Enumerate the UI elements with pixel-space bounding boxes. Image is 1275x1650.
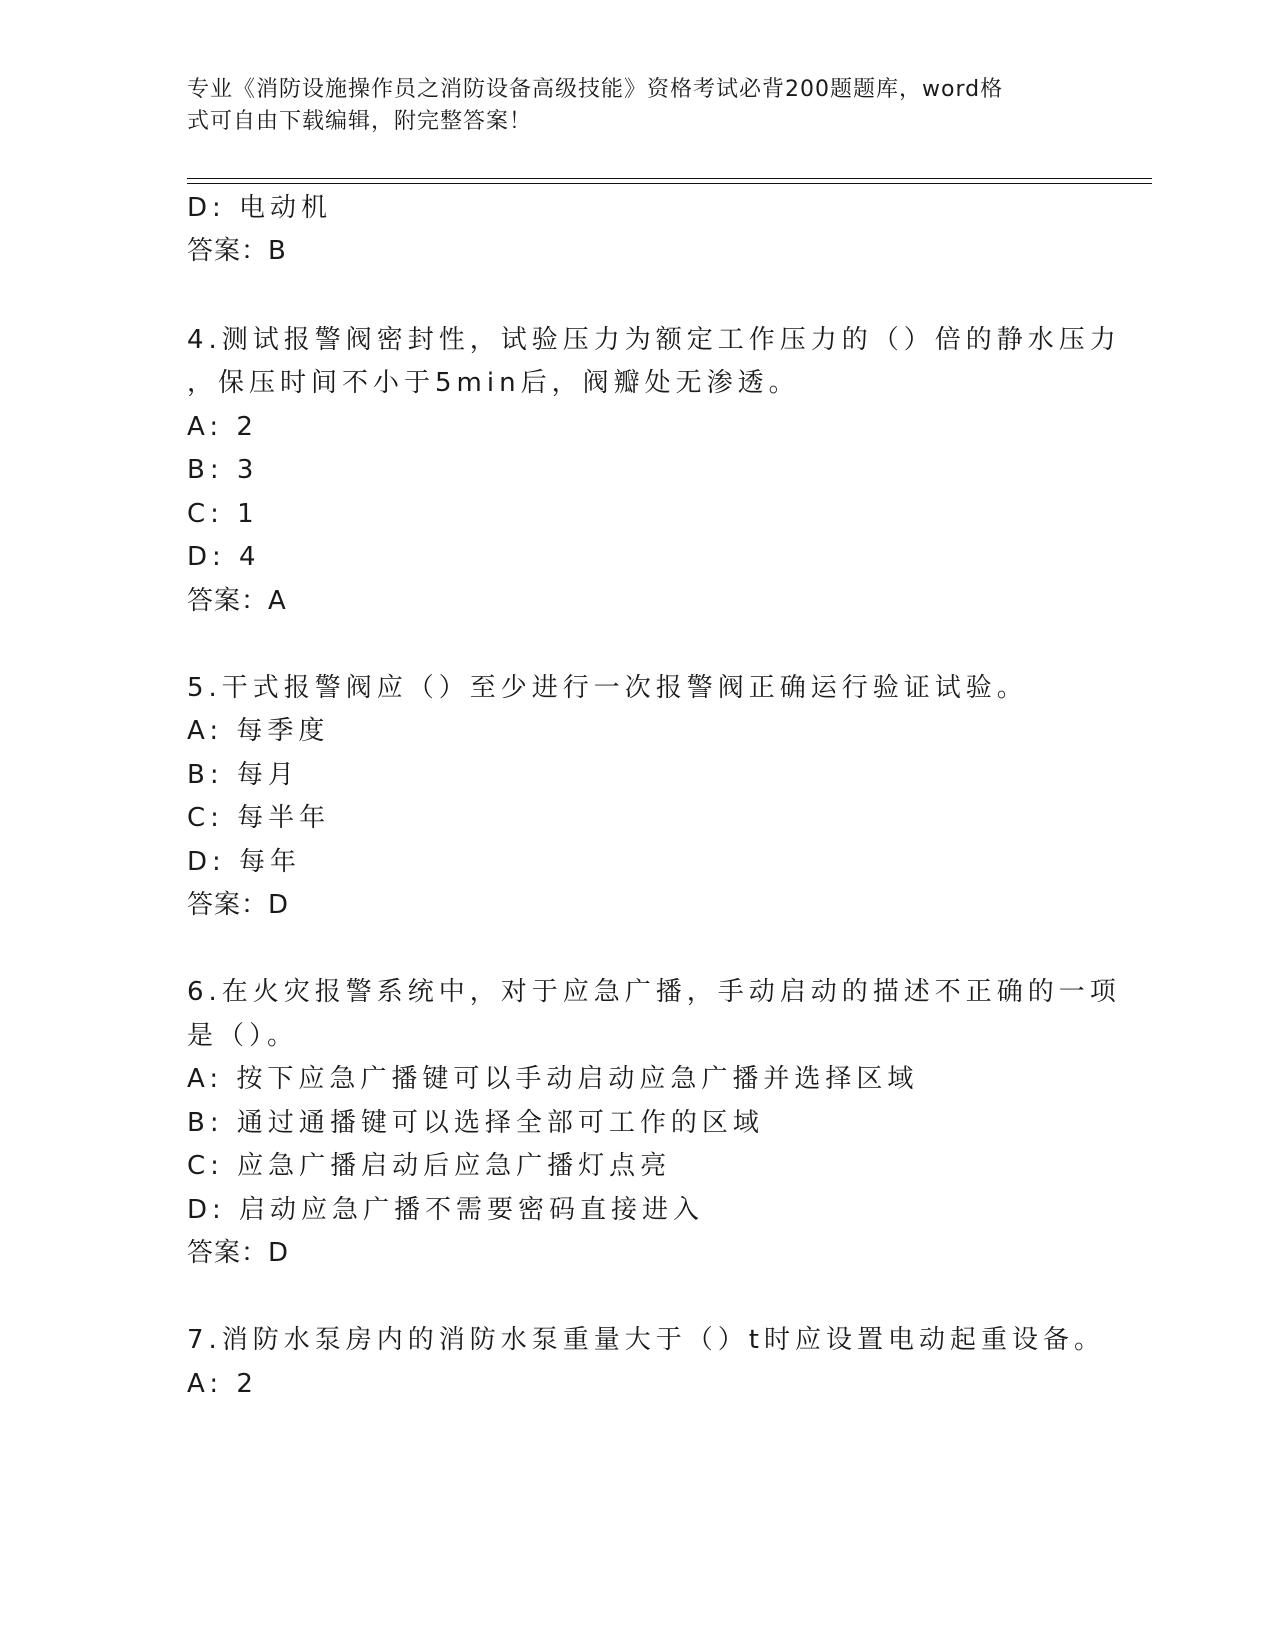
q5-option-a: A: 每季度	[187, 716, 330, 746]
q6-option-d: D: 启动应急广播不需要密码直接进入	[187, 1195, 705, 1225]
q4-option-b: B: 3	[187, 455, 259, 485]
header-title-line-2: 式可自由下载编辑，附完整答案！	[187, 109, 533, 134]
q4-stem-line-1: 4.测试报警阀密封性，试验压力为额定工作压力的（）倍的静水压力	[187, 325, 1121, 355]
q6-option-b: B: 通过通播键可以选择全部可工作的区域	[187, 1108, 764, 1138]
q5-stem-line-1: 5.干式报警阀应（）至少进行一次报警阀正确运行验证试验。	[187, 673, 1028, 703]
document-header	[187, 74, 1067, 138]
q6-option-a: A: 按下应急广播键可以手动启动应急广播并选择区域	[187, 1064, 919, 1094]
q6-stem-line-1: 6.在火灾报警系统中，对于应急广播，手动启动的描述不正确的一项	[187, 977, 1121, 1007]
q4-option-c: C: 1	[187, 499, 259, 529]
q6-option-c: C: 应急广播启动后应急广播灯点亮	[187, 1151, 672, 1181]
q5-option-b: B: 每月	[187, 760, 299, 790]
header-divider-bottom	[187, 183, 1152, 184]
prev-option-d: D: 电动机	[187, 193, 333, 223]
header-title-line-1: 专业《消防设施操作员之消防设备高级技能》资格考试必背200题题库，word格	[187, 77, 1004, 102]
q5-option-c: C: 每半年	[187, 803, 331, 833]
q6-stem-line-2: 是（）。	[187, 1021, 299, 1051]
q4-option-d: D: 4	[187, 542, 261, 572]
q4-answer: 答案：A	[187, 586, 287, 616]
q5-option-d: D: 每年	[187, 847, 302, 877]
q4-stem-line-2: ，保压时间不小于5min后，阀瓣处无渗透。	[187, 368, 800, 398]
prev-answer: 答案：B	[187, 236, 287, 266]
header-divider-top	[187, 178, 1152, 179]
q5-answer: 答案：D	[187, 890, 290, 920]
q6-answer: 答案：D	[187, 1238, 290, 1268]
q4-option-a: A: 2	[187, 412, 258, 442]
q7-stem-line-1: 7.消防水泵房内的消防水泵重量大于（）t时应设置电动起重设备。	[187, 1325, 1106, 1355]
q7-option-a: A: 2	[187, 1369, 258, 1399]
